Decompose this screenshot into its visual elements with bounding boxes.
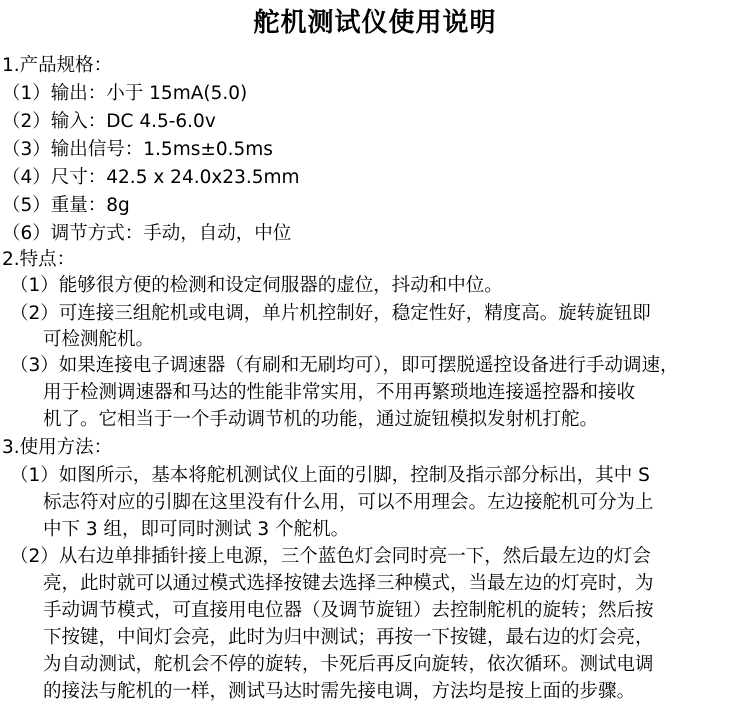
usage-line: （1）如图所示，基本将舵机测试仪上面的引脚，控制及指示部分标出，其中 S [10, 465, 650, 486]
spec-item: （5）重量：8g [2, 195, 130, 216]
spec-item: （3）输出信号：1.5ms±0.5ms [2, 139, 273, 160]
spec-item: （6）调节方式：手动，自动，中位 [2, 223, 292, 244]
usage-line: 亮，此时就可以通过模式选择按键去选择三种模式，当最左边的灯亮时，为 [43, 573, 654, 594]
section-heading-specs: 1.产品规格： [2, 55, 113, 76]
usage-line: 中下 3 组，即可同时测试 3 个舵机。 [43, 519, 350, 540]
section-heading-features: 2.特点： [2, 249, 76, 270]
section-heading-usage: 3.使用方法： [2, 437, 113, 458]
feature-line: 用于检测调速器和马达的性能非常实用，不用再繁琐地连接遥控器和接收 [43, 382, 636, 403]
feature-line: （2）可连接三组舵机或电调，单片机控制好，稳定性好，精度高。旋转旋钮即 [10, 303, 651, 324]
usage-line: 标志符对应的引脚在这里没有什么用，可以不用理会。左边接舵机可分为上 [43, 492, 654, 513]
spec-item: （2）输入：DC 4.5-6.0v [2, 111, 216, 132]
feature-line: （1）能够很方便的检测和设定伺服器的虚位，抖动和中位。 [10, 275, 503, 296]
usage-line: （2）从右边单排插针接上电源，三个蓝色灯会同时亮一下，然后最左边的灯会 [10, 546, 651, 567]
feature-line: （3）如果连接电子调速器（有刷和无刷均可），即可摆脱遥控设备进行手动调速， [10, 355, 679, 376]
usage-line: 的接法与舵机的一样，测试马达时需先接电调，方法均是按上面的步骤。 [43, 681, 636, 702]
usage-line: 为自动测试，舵机会不停的旋转，卡死后再反向旋转，依次循环。测试电调 [43, 654, 654, 675]
feature-line: 机了。它相当于一个手动调节机的功能，通过旋钮模拟发射机打舵。 [43, 409, 599, 430]
usage-line: 下按键，中间灯会亮，此时为归中测试；再按一下按键，最右边的灯会亮， [43, 627, 654, 648]
spec-item: （1）输出：小于 15mA(5.0) [2, 83, 248, 104]
usage-line: 手动调节模式，可直接用电位器（及调节旋钮）去控制舵机的旋转；然后按 [43, 600, 654, 621]
feature-line: 可检测舵机。 [43, 329, 155, 350]
spec-item: （4）尺寸：42.5 x 24.0x23.5mm [2, 167, 300, 188]
document-title: 舵机测试仪使用说明 [253, 8, 497, 38]
